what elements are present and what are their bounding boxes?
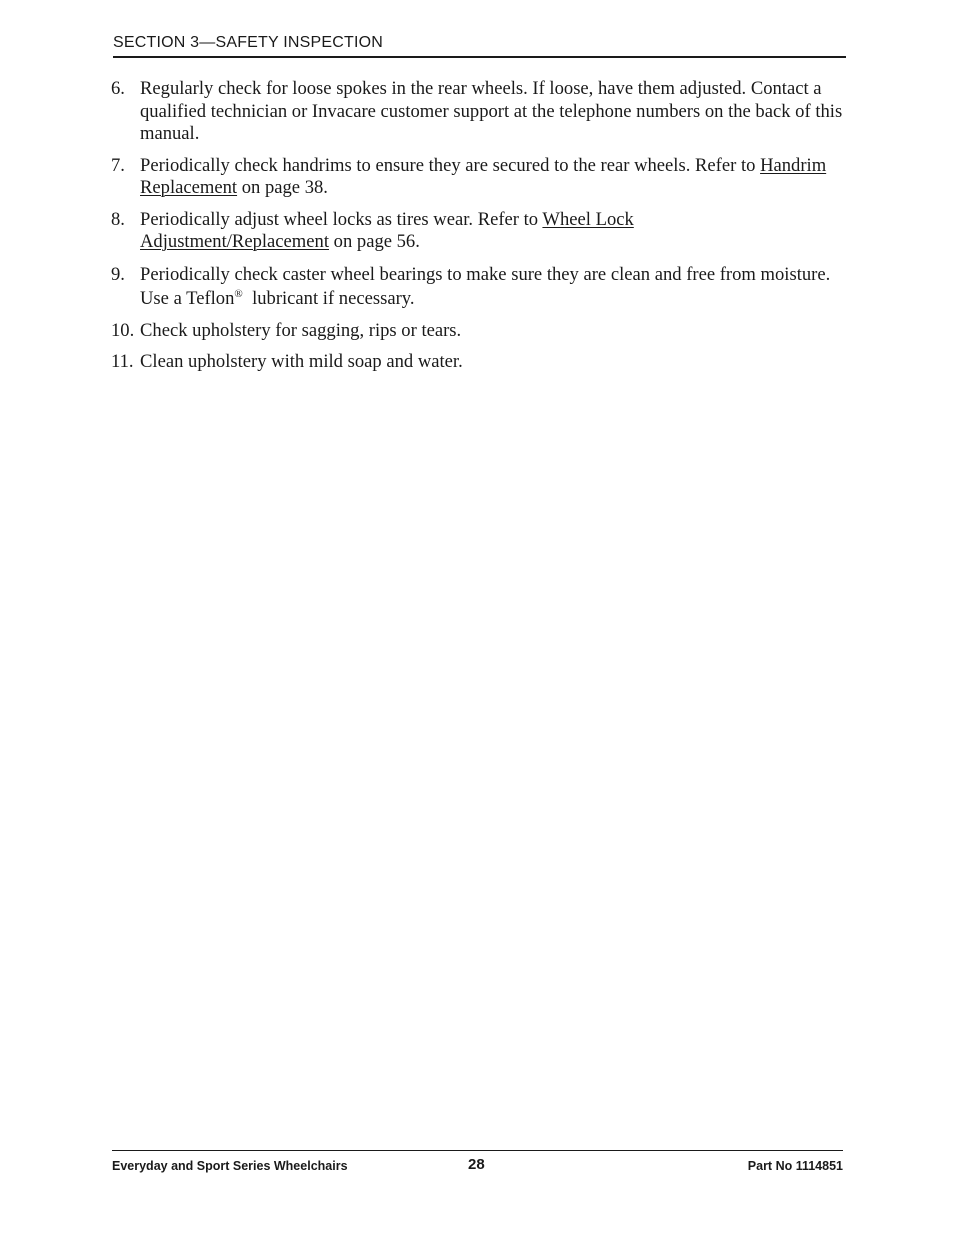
item-text: lubricant if necessary. [242, 287, 415, 309]
inspection-list [111, 78, 846, 383]
page-number: 28 [468, 1156, 485, 1173]
item-text: on page 38. [237, 177, 328, 198]
registered-mark: ® [234, 287, 243, 300]
item-text: Check upholstery for sagging, rips or tears. [140, 319, 462, 341]
handrim-replacement-link[interactable]: Handrim Replacement [140, 154, 827, 198]
item-text: on page 56. [329, 231, 420, 252]
footer-part-number: Part No 1114851 [747, 1159, 843, 1173]
list-item-8 [111, 209, 846, 254]
item-number: 9. [111, 263, 125, 285]
item-text: Periodically check caster wheel bearings to make sure they are clean and free from moisture. Use a Teflon [140, 263, 831, 309]
wheel-lock-link-line1[interactable]: Wheel Lock [542, 208, 634, 230]
item-number: 6. [111, 78, 125, 99]
list-item-11 [111, 351, 846, 374]
item-text: Clean upholstery with mild soap and water. [140, 351, 463, 372]
wheel-lock-link-line2[interactable]: Adjustment/Replacement [140, 231, 329, 252]
item-number: 10. [111, 319, 135, 341]
list-item-7 [111, 155, 846, 200]
page-footer [112, 1150, 843, 1181]
list-item-6 [111, 78, 846, 146]
list-item-10 [111, 320, 846, 343]
page-header [113, 32, 846, 58]
item-number: 8. [111, 208, 125, 230]
item-text: Regularly check for loose spokes in the rear wheels. If loose, have them adjusted. Contact a qualified technician or Invacare customer support at the telephone numbers on the back of this manual. [140, 78, 843, 144]
item-text: Periodically check handrims to ensure they are secured to the rear wheels. Refer to [140, 154, 761, 176]
footer-product-name: Everyday and Sport Series Wheelchairs [112, 1159, 348, 1173]
item-number: 7. [111, 154, 125, 176]
section-title: SECTION 3—SAFETY INSPECTION [113, 34, 384, 51]
item-text: Periodically adjust wheel locks as tires wear. Refer to [140, 208, 543, 230]
item-number: 11. [111, 351, 134, 372]
list-item-9 [111, 263, 846, 311]
